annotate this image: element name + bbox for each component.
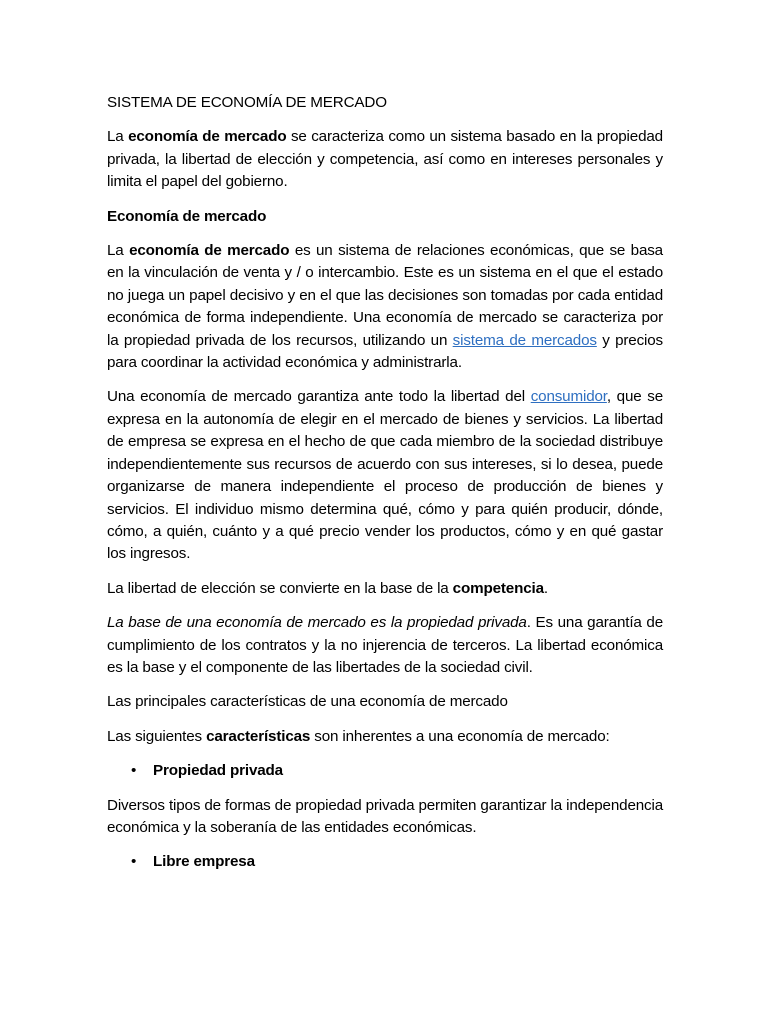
list-item-label: Libre empresa bbox=[153, 853, 255, 871]
consumidor-link[interactable]: consumidor bbox=[530, 388, 607, 406]
paragraph-definition bbox=[107, 240, 663, 374]
paragraph-intro bbox=[107, 126, 663, 193]
paragraph-characteristics-intro bbox=[107, 726, 663, 748]
intro-text-pre: La bbox=[107, 128, 129, 146]
paragraph-consumer bbox=[107, 386, 663, 565]
bullet-list-2 bbox=[107, 851, 663, 873]
consumer-text-pre: Una economía de mercado garantiza ante todo la libertad del bbox=[107, 388, 531, 406]
characteristics-text-post: son inherentes a una economía de mercado: bbox=[310, 727, 610, 745]
document-page bbox=[107, 92, 663, 886]
definition-text-mid: es un sistema de relaciones económicas, que se basa en la vinculación de venta y / o intercambio. Este es un sistema en el que el estado no juega un papel decisivo y en el que las decisiones son tomadas por cada entidad económica de forma independiente. Una economía de mercado se caracteriza por la propiedad privada de los recursos, utilizando un bbox=[107, 242, 663, 349]
paragraph-competition bbox=[107, 578, 663, 600]
subheading-characteristics: Las principales características de una economía de mercado bbox=[107, 693, 508, 711]
private-property-italic: La base de una economía de mercado es la propiedad privada bbox=[107, 614, 527, 632]
paragraph-property-types: Diversos tipos de formas de propiedad privada permiten garantizar la independencia económica y la soberanía de las entidades económicas. bbox=[107, 796, 663, 836]
bullet-list-1 bbox=[107, 760, 663, 782]
intro-text-post: se caracteriza como un sistema basado en la propiedad privada, la libertad de elección y competencia, así como en intereses personales y limita el papel del gobierno. bbox=[107, 128, 663, 191]
document-title: SISTEMA DE ECONOMÍA DE MERCADO bbox=[107, 94, 387, 111]
bullet-dot: • bbox=[131, 762, 137, 780]
paragraph-private-property bbox=[107, 612, 663, 679]
section-heading-text: Economía de mercado bbox=[107, 207, 267, 225]
characteristics-bold-term: características bbox=[206, 727, 311, 745]
private-property-text-post: . Es una garantía de cumplimiento de los contratos y la no injerencia de terceros. La libertad económica es la base y el componente de las libertades de la sociedad civil. bbox=[107, 614, 663, 676]
list-item-libre-empresa bbox=[107, 851, 663, 873]
bullet-dot: • bbox=[131, 853, 137, 871]
intro-bold-term: economía de mercado bbox=[128, 128, 287, 146]
list-item-label: Propiedad privada bbox=[153, 762, 283, 780]
consumer-text-post: , que se expresa en la autonomía de elegir en el mercado de bienes y servicios. La libertad de empresa se expresa en el hecho de que cada miembro de la sociedad distribuye independientemente sus recursos de acuerdo con sus intereses, si lo desea, puede organizarse de manera independiente el proceso de producción de bienes y servicios. El individuo mismo determina qué, cómo y para quién producir, dónde, cómo, a quién, cuánto y a qué precio vender los productos, cómo y en qué gastar los ingresos. bbox=[107, 388, 664, 563]
sistema-de-mercados-link[interactable]: sistema de mercados bbox=[452, 331, 597, 349]
competition-bold-term: competencia bbox=[452, 579, 544, 597]
list-item-propiedad-privada bbox=[107, 760, 663, 782]
characteristics-text-pre: Las siguientes bbox=[107, 727, 207, 745]
definition-text-pre: La bbox=[107, 242, 130, 260]
section-heading-economia bbox=[107, 206, 663, 228]
definition-bold-term: economía de mercado bbox=[129, 242, 290, 260]
definition-text-post: y precios para coordinar la actividad económica y administrarla. bbox=[107, 331, 663, 372]
competition-text-pre: La libertad de elección se convierte en la base de la bbox=[107, 579, 453, 597]
competition-text-post: . bbox=[543, 579, 548, 597]
